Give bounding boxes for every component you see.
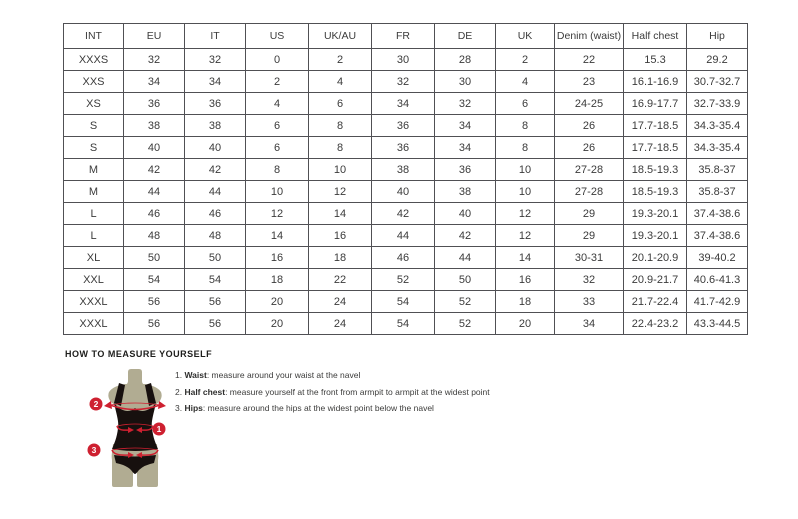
table-cell: 10 xyxy=(496,159,555,181)
badge-chest: 2 xyxy=(93,399,99,409)
table-cell: 18.5-19.3 xyxy=(624,181,687,203)
column-header: DE xyxy=(435,24,496,49)
table-cell: L xyxy=(64,225,124,247)
measure-step: 3. Hips: measure around the hips at the widest point below the navel xyxy=(175,403,434,413)
column-header: US xyxy=(246,24,309,49)
table-cell: 32 xyxy=(185,49,246,71)
table-cell: 8 xyxy=(496,137,555,159)
table-row xyxy=(64,225,748,247)
table-cell: 36 xyxy=(372,137,435,159)
column-header: UK/AU xyxy=(309,24,372,49)
table-cell: 19.3-20.1 xyxy=(624,225,687,247)
column-header: Hip xyxy=(687,24,748,49)
table-cell: 37.4-38.6 xyxy=(687,225,748,247)
table-cell: 40 xyxy=(124,137,185,159)
table-cell: 56 xyxy=(185,313,246,335)
table-cell: 10 xyxy=(246,181,309,203)
table-cell: 20.9-21.7 xyxy=(624,269,687,291)
table-cell: 56 xyxy=(124,313,185,335)
table-cell: 35.8-37 xyxy=(687,181,748,203)
size-table xyxy=(63,23,748,335)
table-cell: 18.5-19.3 xyxy=(624,159,687,181)
table-row xyxy=(64,291,748,313)
table-cell: 32 xyxy=(555,269,624,291)
table-cell: 38 xyxy=(372,159,435,181)
table-cell: 8 xyxy=(309,115,372,137)
size-table-body xyxy=(64,49,748,335)
table-cell: XXXS xyxy=(64,49,124,71)
table-cell: 16 xyxy=(246,247,309,269)
column-header: INT xyxy=(64,24,124,49)
table-cell: 6 xyxy=(496,93,555,115)
table-cell: 30-31 xyxy=(555,247,624,269)
table-cell: 39-40.2 xyxy=(687,247,748,269)
size-conversion-table xyxy=(63,23,741,335)
table-cell: 36 xyxy=(372,115,435,137)
mannequin-illustration-icon xyxy=(85,368,185,490)
table-cell: 44 xyxy=(435,247,496,269)
table-cell: XL xyxy=(64,247,124,269)
table-cell: 8 xyxy=(496,115,555,137)
table-cell: 20 xyxy=(496,313,555,335)
table-row xyxy=(64,137,748,159)
table-cell: 46 xyxy=(124,203,185,225)
table-cell: 34 xyxy=(185,71,246,93)
table-row xyxy=(64,313,748,335)
table-cell: 34 xyxy=(435,115,496,137)
table-cell: 44 xyxy=(185,181,246,203)
table-cell: 52 xyxy=(435,291,496,313)
table-row xyxy=(64,159,748,181)
table-cell: 44 xyxy=(124,181,185,203)
table-cell: 42 xyxy=(435,225,496,247)
table-cell: 34 xyxy=(435,137,496,159)
table-cell: 20.1-20.9 xyxy=(624,247,687,269)
table-cell: 15.3 xyxy=(624,49,687,71)
measurement-figure xyxy=(85,368,185,490)
table-row xyxy=(64,115,748,137)
column-header: UK xyxy=(496,24,555,49)
table-cell: 6 xyxy=(246,115,309,137)
table-cell: 36 xyxy=(435,159,496,181)
table-cell: XXS xyxy=(64,71,124,93)
table-cell: 41.7-42.9 xyxy=(687,291,748,313)
table-cell: 48 xyxy=(124,225,185,247)
table-cell: 34 xyxy=(372,93,435,115)
table-cell: 37.4-38.6 xyxy=(687,203,748,225)
table-cell: 29 xyxy=(555,225,624,247)
table-cell: 54 xyxy=(185,269,246,291)
table-row xyxy=(64,181,748,203)
table-cell: 0 xyxy=(246,49,309,71)
table-cell: 24-25 xyxy=(555,93,624,115)
table-cell: 10 xyxy=(496,181,555,203)
table-cell: 4 xyxy=(246,93,309,115)
table-cell: 32 xyxy=(435,93,496,115)
table-cell: 23 xyxy=(555,71,624,93)
table-row xyxy=(64,93,748,115)
header-row xyxy=(64,24,748,49)
table-cell: L xyxy=(64,203,124,225)
table-cell: 38 xyxy=(124,115,185,137)
table-cell: 34.3-35.4 xyxy=(687,115,748,137)
table-cell: 43.3-44.5 xyxy=(687,313,748,335)
table-cell: 22 xyxy=(309,269,372,291)
table-cell: 16 xyxy=(496,269,555,291)
table-cell: XS xyxy=(64,93,124,115)
measure-instructions xyxy=(175,371,595,421)
table-cell: 29 xyxy=(555,203,624,225)
table-cell: 22.4-23.2 xyxy=(624,313,687,335)
table-cell: 42 xyxy=(185,159,246,181)
table-cell: 12 xyxy=(496,203,555,225)
table-cell: 54 xyxy=(372,291,435,313)
table-cell: 40 xyxy=(435,203,496,225)
badge-waist: 1 xyxy=(156,424,162,434)
table-cell: 36 xyxy=(124,93,185,115)
table-cell: 32.7-33.9 xyxy=(687,93,748,115)
table-cell: 34 xyxy=(124,71,185,93)
table-cell: 20 xyxy=(246,313,309,335)
table-cell: 48 xyxy=(185,225,246,247)
table-cell: 33 xyxy=(555,291,624,313)
table-cell: 12 xyxy=(309,181,372,203)
table-cell: 30 xyxy=(435,71,496,93)
table-cell: 50 xyxy=(124,247,185,269)
table-cell: 50 xyxy=(435,269,496,291)
table-cell: 35.8-37 xyxy=(687,159,748,181)
table-cell: S xyxy=(64,137,124,159)
table-row xyxy=(64,71,748,93)
table-cell: 52 xyxy=(372,269,435,291)
table-cell: XXL xyxy=(64,269,124,291)
table-cell: 42 xyxy=(372,203,435,225)
table-cell: 24 xyxy=(309,313,372,335)
table-cell: 20 xyxy=(246,291,309,313)
table-cell: 42 xyxy=(124,159,185,181)
table-cell: XXXL xyxy=(64,291,124,313)
table-cell: 24 xyxy=(309,291,372,313)
table-cell: 17.7-18.5 xyxy=(624,137,687,159)
table-cell: 22 xyxy=(555,49,624,71)
measure-step: 1. Waist: measure around your waist at the navel xyxy=(175,370,361,380)
table-cell: 40.6-41.3 xyxy=(687,269,748,291)
table-cell: 40 xyxy=(185,137,246,159)
table-cell: 4 xyxy=(496,71,555,93)
table-cell: 10 xyxy=(309,159,372,181)
table-cell: 54 xyxy=(372,313,435,335)
size-table-head xyxy=(64,24,748,49)
table-cell: 26 xyxy=(555,115,624,137)
table-cell: 30 xyxy=(372,49,435,71)
measure-section-title: HOW TO MEASURE YOURSELF xyxy=(65,349,213,359)
table-cell: 18 xyxy=(309,247,372,269)
table-cell: 32 xyxy=(124,49,185,71)
table-cell: 2 xyxy=(246,71,309,93)
column-header: FR xyxy=(372,24,435,49)
table-row xyxy=(64,269,748,291)
table-cell: M xyxy=(64,181,124,203)
table-cell: 14 xyxy=(496,247,555,269)
table-cell: 26 xyxy=(555,137,624,159)
table-cell: 50 xyxy=(185,247,246,269)
table-cell: 38 xyxy=(185,115,246,137)
table-cell: 46 xyxy=(372,247,435,269)
table-row xyxy=(64,203,748,225)
table-cell: 12 xyxy=(246,203,309,225)
table-cell: 8 xyxy=(309,137,372,159)
table-cell: 16.1-16.9 xyxy=(624,71,687,93)
table-cell: 8 xyxy=(246,159,309,181)
column-header: Denim (waist) xyxy=(555,24,624,49)
table-cell: 40 xyxy=(372,181,435,203)
table-cell: 27-28 xyxy=(555,181,624,203)
table-cell: 17.7-18.5 xyxy=(624,115,687,137)
table-cell: 29.2 xyxy=(687,49,748,71)
table-cell: 18 xyxy=(246,269,309,291)
table-cell: 56 xyxy=(124,291,185,313)
table-cell: 44 xyxy=(372,225,435,247)
table-cell: 38 xyxy=(435,181,496,203)
table-cell: 18 xyxy=(496,291,555,313)
table-cell: 21.7-22.4 xyxy=(624,291,687,313)
table-cell: 36 xyxy=(185,93,246,115)
table-cell: 54 xyxy=(124,269,185,291)
table-cell: 6 xyxy=(309,93,372,115)
table-cell: 34.3-35.4 xyxy=(687,137,748,159)
table-cell: 28 xyxy=(435,49,496,71)
table-cell: 46 xyxy=(185,203,246,225)
table-cell: 19.3-20.1 xyxy=(624,203,687,225)
table-cell: XXXL xyxy=(64,313,124,335)
table-cell: S xyxy=(64,115,124,137)
table-cell: 12 xyxy=(496,225,555,247)
table-row xyxy=(64,49,748,71)
table-cell: 14 xyxy=(309,203,372,225)
table-row xyxy=(64,247,748,269)
column-header: IT xyxy=(185,24,246,49)
table-cell: 16.9-17.7 xyxy=(624,93,687,115)
table-cell: 2 xyxy=(496,49,555,71)
column-header: Half chest xyxy=(624,24,687,49)
badge-hips: 3 xyxy=(91,445,97,455)
measure-step: 2. Half chest: measure yourself at the front from armpit to armpit at the widest point xyxy=(175,386,490,397)
table-cell: 16 xyxy=(309,225,372,247)
table-cell: 30.7-32.7 xyxy=(687,71,748,93)
column-header: EU xyxy=(124,24,185,49)
table-cell: 52 xyxy=(435,313,496,335)
table-cell: M xyxy=(64,159,124,181)
table-cell: 32 xyxy=(372,71,435,93)
table-cell: 34 xyxy=(555,313,624,335)
table-cell: 14 xyxy=(246,225,309,247)
table-cell: 4 xyxy=(309,71,372,93)
table-cell: 6 xyxy=(246,137,309,159)
table-cell: 56 xyxy=(185,291,246,313)
table-cell: 27-28 xyxy=(555,159,624,181)
table-cell: 2 xyxy=(309,49,372,71)
